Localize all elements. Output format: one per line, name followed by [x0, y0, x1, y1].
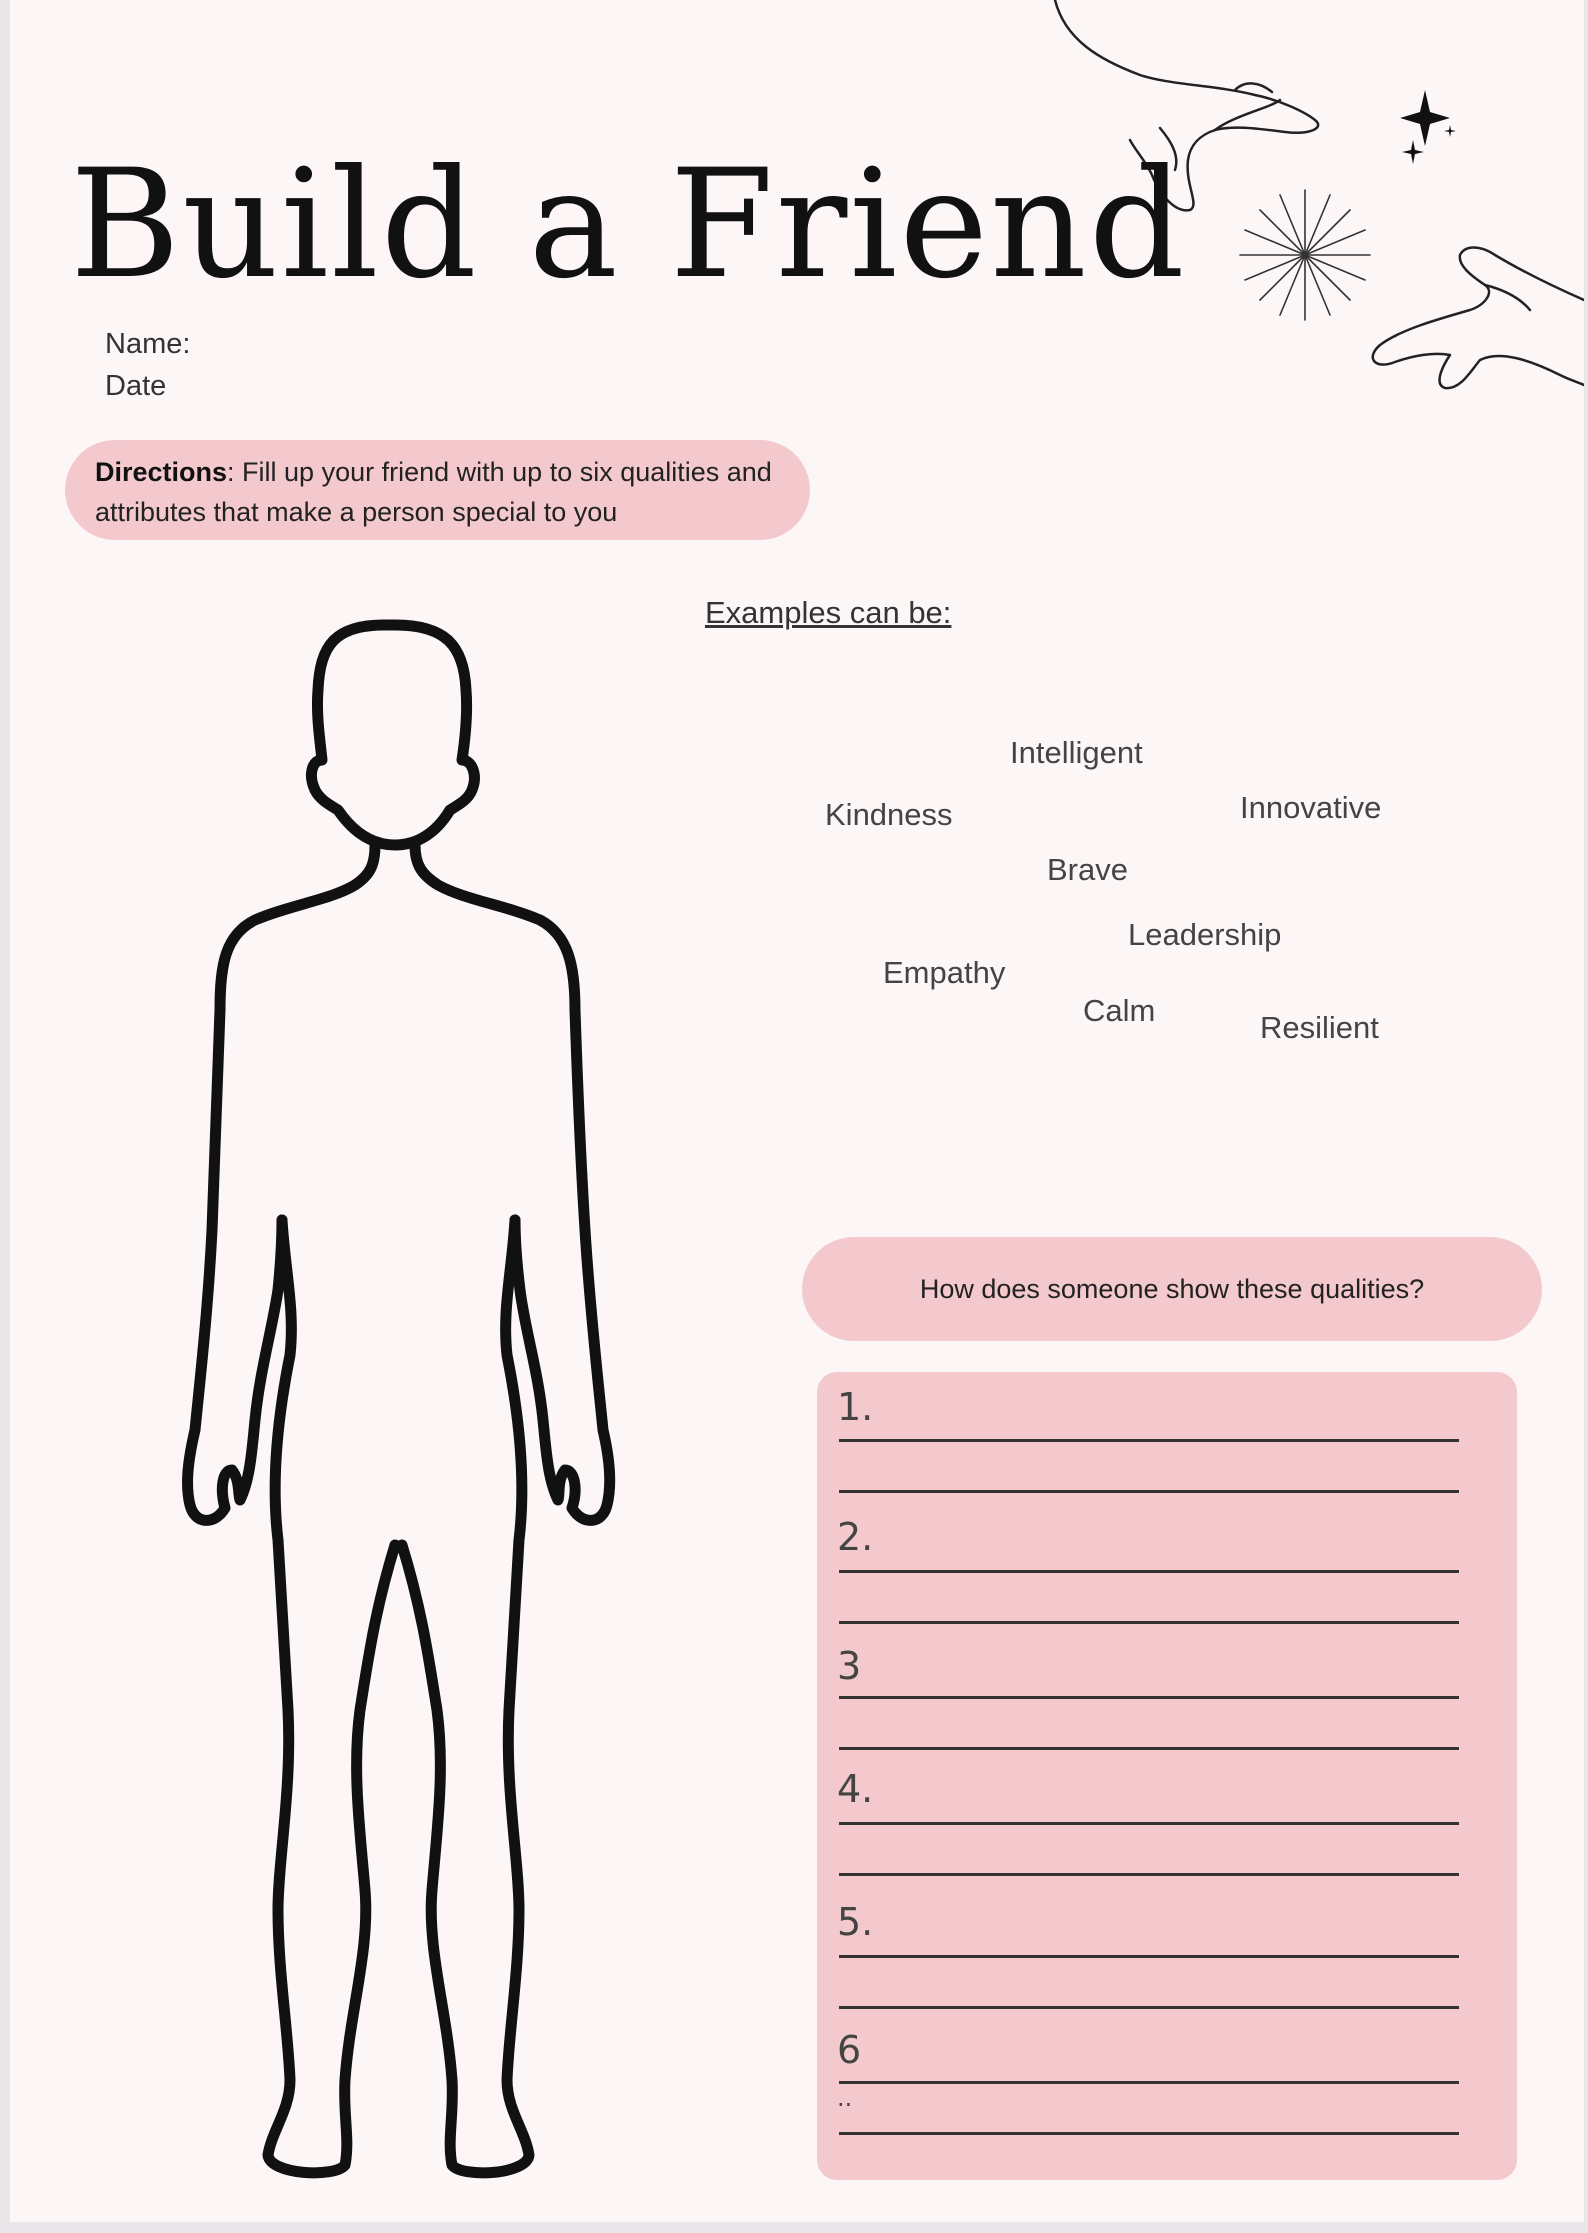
directions-text: : Fill up your friend with up to six qualities and attributes that make a person special to you	[95, 457, 772, 527]
answer-number: 1.	[837, 1385, 874, 1429]
example-word: Leadership	[1128, 917, 1282, 952]
answer-box	[817, 1372, 1517, 2180]
answer-number: 6	[837, 2028, 862, 2072]
example-word: Kindness	[825, 797, 953, 832]
answer-line[interactable]	[839, 1439, 1459, 1442]
answer-number: 4.	[837, 1767, 874, 1811]
sparkle-icon	[1400, 90, 1456, 164]
answer-line[interactable]	[839, 2132, 1459, 2135]
directions-heading: Directions	[95, 457, 228, 487]
answer-line[interactable]	[839, 1873, 1459, 1876]
answer-number: 3	[837, 1644, 862, 1688]
question-banner	[802, 1237, 1542, 1341]
answer-line[interactable]	[839, 1621, 1459, 1624]
examples-heading: Examples can be:	[705, 595, 952, 630]
answer-line[interactable]	[839, 1955, 1459, 1958]
name-label: Name:	[105, 328, 191, 360]
answer-number: 5.	[837, 1900, 874, 1944]
example-word: Calm	[1083, 993, 1156, 1028]
example-word: Innovative	[1240, 790, 1382, 825]
starburst-icon	[1240, 190, 1370, 320]
date-label: Date	[105, 370, 167, 402]
directions-box	[65, 440, 810, 540]
answer-line[interactable]	[839, 2081, 1459, 2084]
hand-icon	[1373, 248, 1584, 389]
answer-line[interactable]	[839, 1570, 1459, 1573]
page-title: Build a Friend	[70, 138, 1187, 312]
answer-number: 2.	[837, 1515, 874, 1559]
human-silhouette-icon	[160, 610, 620, 2190]
example-word: Empathy	[883, 955, 1006, 990]
example-word: Resilient	[1260, 1010, 1379, 1045]
question-text: How does someone show these qualities?	[919, 1273, 1425, 1304]
answer-line[interactable]	[839, 1490, 1459, 1493]
answer-line[interactable]	[839, 1747, 1459, 1750]
answer-line[interactable]	[839, 2006, 1459, 2009]
answer-number: ..	[837, 2084, 853, 2112]
answer-line[interactable]	[839, 1822, 1459, 1825]
answer-line[interactable]	[839, 1696, 1459, 1699]
example-word: Intelligent	[1010, 735, 1143, 770]
example-word: Brave	[1047, 852, 1128, 887]
worksheet-page	[10, 0, 1584, 2222]
